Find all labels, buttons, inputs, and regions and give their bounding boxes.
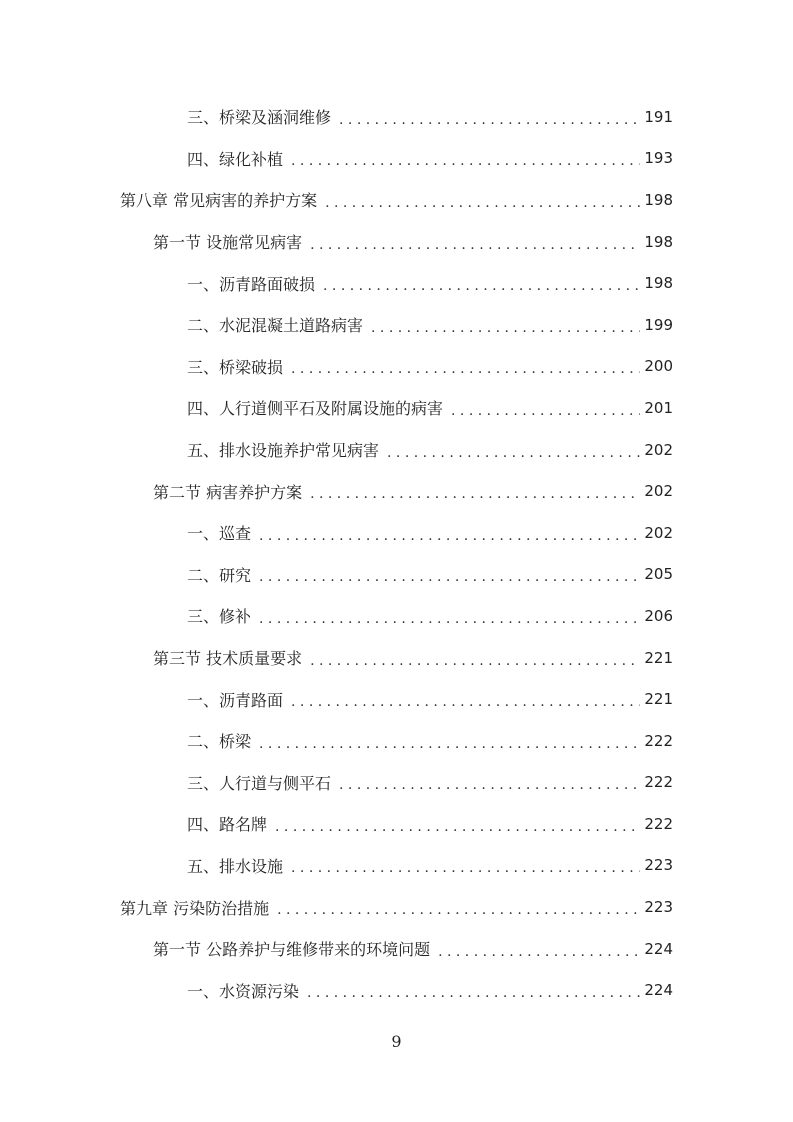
toc-entry-item[interactable]: [0, 720, 793, 762]
dot-leader: [291, 150, 640, 166]
toc-entry-line: [120, 896, 673, 919]
table-of-contents: [0, 96, 793, 1011]
toc-entry-page: 202: [644, 523, 673, 542]
dot-leader: [310, 483, 640, 499]
toc-entry-page: 200: [644, 357, 673, 376]
toc-entry-item[interactable]: [0, 595, 793, 637]
toc-entry-page: 222: [644, 814, 673, 833]
toc-entry-page: 222: [644, 731, 673, 750]
toc-entry-title: 二、桥梁: [187, 729, 255, 752]
toc-entry-page: 198: [644, 190, 673, 209]
toc-entry-line: [187, 812, 673, 835]
toc-entry-title: 四、绿化补植: [187, 147, 287, 170]
toc-entry-line: [153, 480, 673, 503]
toc-entry-line: [187, 147, 673, 170]
toc-entry-title: 第九章 污染防治措施: [120, 896, 273, 919]
toc-entry-item[interactable]: [0, 969, 793, 1011]
toc-entry-page: 193: [644, 149, 673, 168]
toc-entry-line: [187, 105, 673, 128]
toc-entry-item[interactable]: [0, 138, 793, 180]
toc-entry-line: [187, 771, 673, 794]
dot-leader: [339, 774, 640, 790]
toc-entry-section[interactable]: [0, 637, 793, 679]
toc-entry-line: [153, 230, 673, 253]
toc-entry-line: [153, 937, 673, 960]
toc-entry-title: 三、修补: [187, 604, 255, 627]
dot-leader: [259, 525, 640, 541]
toc-entry-item[interactable]: [0, 512, 793, 554]
toc-entry-line: [187, 688, 673, 711]
toc-entry-page: 223: [644, 856, 673, 875]
toc-entry-item[interactable]: [0, 554, 793, 596]
toc-entry-title: 一、沥青路面破损: [187, 272, 319, 295]
toc-entry-page: 202: [644, 482, 673, 501]
toc-entry-title: 五、排水设施养护常见病害: [187, 438, 383, 461]
dot-leader: [310, 234, 640, 250]
toc-entry-item[interactable]: [0, 803, 793, 845]
dot-leader: [291, 691, 640, 707]
toc-entry-item[interactable]: [0, 262, 793, 304]
toc-entry-item[interactable]: [0, 387, 793, 429]
toc-entry-page: 221: [644, 648, 673, 667]
toc-entry-line: [187, 272, 673, 295]
toc-entry-page: 224: [644, 939, 673, 958]
toc-entry-item[interactable]: [0, 304, 793, 346]
toc-entry-line: [187, 438, 673, 461]
toc-entry-item[interactable]: [0, 429, 793, 471]
toc-entry-page: 224: [644, 981, 673, 1000]
toc-entry-title: 二、水泥混凝土道路病害: [187, 313, 367, 336]
dot-leader: [275, 816, 640, 832]
toc-entry-page: 198: [644, 232, 673, 251]
toc-entry-title: 一、水资源污染: [187, 979, 303, 1002]
toc-entry-title: 二、研究: [187, 563, 255, 586]
toc-entry-chapter[interactable]: [0, 179, 793, 221]
dot-leader: [323, 275, 640, 291]
dot-leader: [438, 941, 640, 957]
toc-entry-line: [187, 563, 673, 586]
toc-entry-page: 201: [644, 398, 673, 417]
toc-entry-line: [153, 646, 673, 669]
toc-entry-title: 第二节 病害养护方案: [153, 480, 306, 503]
toc-entry-section[interactable]: [0, 470, 793, 512]
toc-entry-title: 一、沥青路面: [187, 688, 287, 711]
toc-entry-title: 三、桥梁破损: [187, 355, 287, 378]
toc-entry-page: 206: [644, 606, 673, 625]
toc-entry-page: 221: [644, 690, 673, 709]
toc-entry-item[interactable]: [0, 96, 793, 138]
dot-leader: [259, 733, 640, 749]
toc-entry-line: [187, 396, 673, 419]
toc-entry-line: [187, 979, 673, 1002]
dot-leader: [277, 899, 640, 915]
toc-entry-page: 223: [644, 898, 673, 917]
toc-entry-page: 198: [644, 274, 673, 293]
toc-entry-title: 三、桥梁及涵洞维修: [187, 105, 335, 128]
toc-entry-line: [187, 313, 673, 336]
toc-entry-item[interactable]: [0, 845, 793, 887]
toc-entry-page: 205: [644, 565, 673, 584]
dot-leader: [310, 650, 640, 666]
toc-entry-line: [120, 188, 673, 211]
toc-entry-line: [187, 521, 673, 544]
toc-entry-item[interactable]: [0, 678, 793, 720]
toc-entry-title: 四、人行道侧平石及附属设施的病害: [187, 396, 447, 419]
toc-entry-item[interactable]: [0, 762, 793, 804]
toc-entry-line: [187, 355, 673, 378]
dot-leader: [451, 400, 640, 416]
toc-entry-line: [187, 729, 673, 752]
dot-leader: [371, 317, 640, 333]
toc-entry-page: 222: [644, 773, 673, 792]
dot-leader: [307, 982, 640, 998]
toc-entry-title: 第八章 常见病害的养护方案: [120, 188, 321, 211]
toc-entry-title: 第一节 设施常见病害: [153, 230, 306, 253]
dot-leader: [291, 358, 640, 374]
toc-entry-title: 三、人行道与侧平石: [187, 771, 335, 794]
dot-leader: [259, 608, 640, 624]
toc-entry-item[interactable]: [0, 346, 793, 388]
toc-entry-title: 四、路名牌: [187, 812, 271, 835]
dot-leader: [339, 109, 640, 125]
toc-entry-page: 202: [644, 440, 673, 459]
toc-entry-title: 第三节 技术质量要求: [153, 646, 306, 669]
toc-entry-section[interactable]: [0, 928, 793, 970]
toc-entry-title: 第一节 公路养护与维修带来的环境问题: [153, 937, 434, 960]
toc-entry-title: 一、巡查: [187, 521, 255, 544]
dot-leader: [325, 192, 640, 208]
toc-entry-page: 191: [644, 107, 673, 126]
toc-entry-line: [187, 604, 673, 627]
dot-leader: [387, 442, 640, 458]
page-number: 9: [391, 1032, 402, 1051]
toc-entry-line: [187, 854, 673, 877]
toc-entry-page: 199: [644, 315, 673, 334]
dot-leader: [291, 857, 640, 873]
toc-entry-chapter[interactable]: [0, 886, 793, 928]
toc-entry-title: 五、排水设施: [187, 854, 287, 877]
dot-leader: [259, 566, 640, 582]
toc-entry-section[interactable]: [0, 221, 793, 263]
